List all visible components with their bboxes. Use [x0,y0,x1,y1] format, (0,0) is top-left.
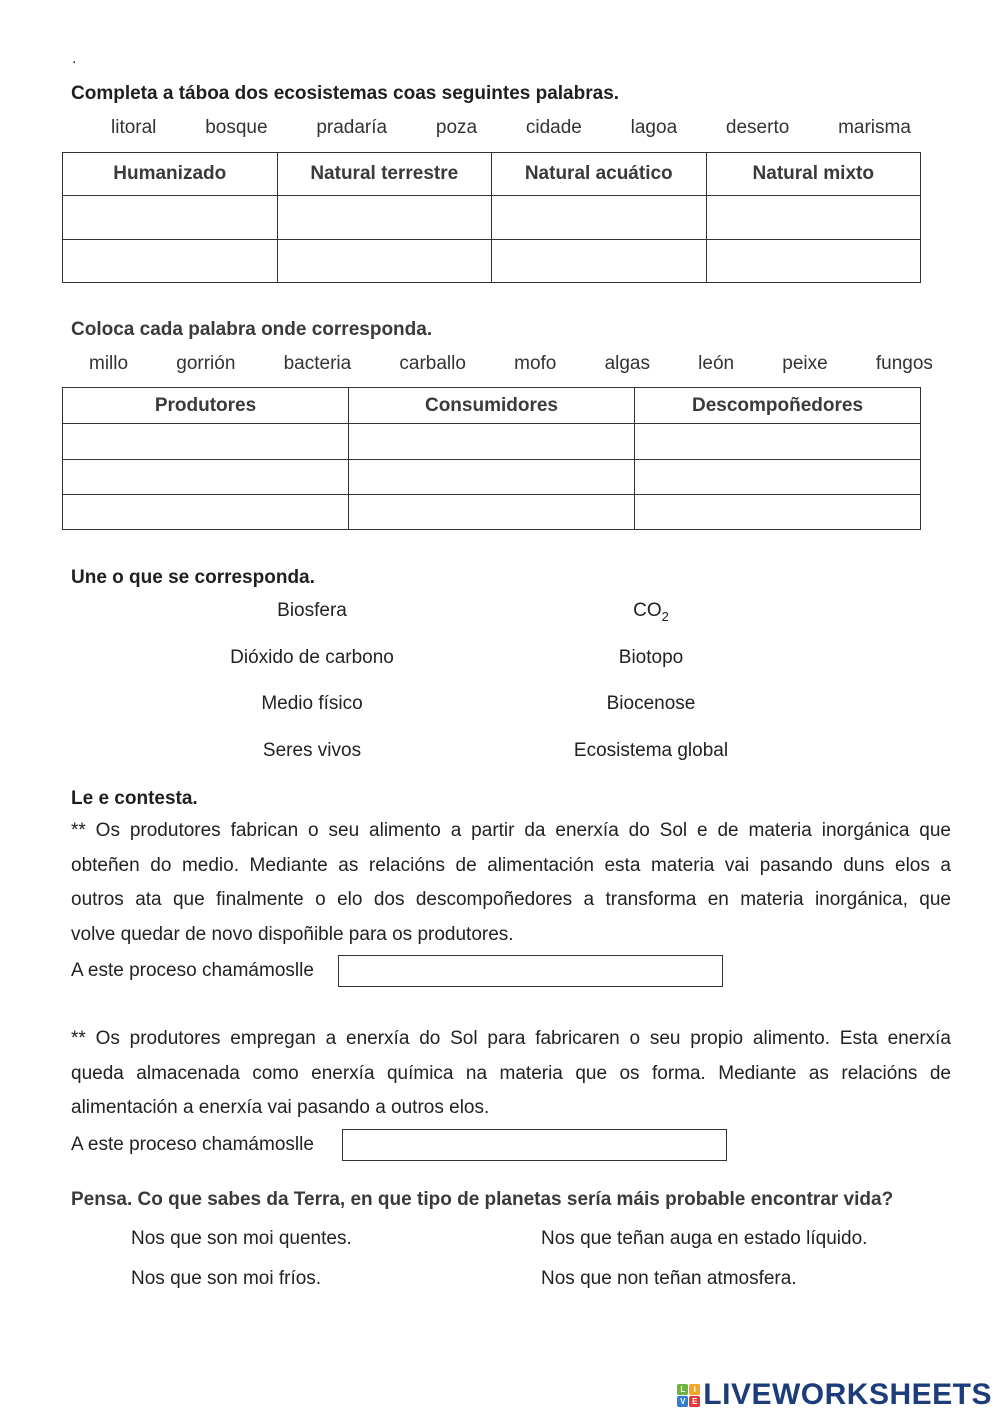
word-bank-item[interactable]: león [698,353,735,374]
page-marker: . [72,50,77,67]
answer1-input[interactable] [338,955,723,987]
answer-cell[interactable] [492,240,707,283]
word-bank-item[interactable]: carballo [399,353,466,374]
section1-heading: Completa a táboa dos ecosistemas coas seguintes palabras. [71,83,620,104]
table-row [63,424,921,460]
column-header-natural-terrestre: Natural terrestre [277,153,492,196]
word-bank-item[interactable]: pradaría [316,117,388,138]
ecosystems-table [62,152,921,283]
column-header-produtores: Produtores [63,388,349,424]
answer-cell[interactable] [63,424,349,460]
answer-cell[interactable] [277,240,492,283]
match-left-item[interactable]: Seres vivos [262,740,362,761]
answer-cell[interactable] [635,424,921,460]
paragraph-nutrient-cycle [71,814,951,952]
word-bank-item[interactable]: cidade [525,117,582,138]
answer-cell[interactable] [63,495,349,530]
table-row [63,495,921,530]
paragraph-line: ** Os produtores fabrican o seu alimento a partir da enerxía do Sol e de materia inorgánica que [71,820,951,841]
paragraph-line: alimentación a enerxía vai pasando a outros elos. [71,1097,490,1118]
match-left-item[interactable]: Dióxido de carbono [230,647,394,668]
answer-cell[interactable] [349,460,635,495]
word-bank-item[interactable]: litoral [111,117,157,138]
section3-heading: Une o que se corresponda. [71,567,315,588]
paragraph-line: queda almacenada como enerxía química na materia que os forma. Mediante as relacións de [71,1062,951,1084]
option-cold-planets[interactable]: Nos que son moi fríos. [131,1268,322,1289]
word-bank-item[interactable]: fungos [875,353,933,374]
word-bank-item[interactable]: lagoa [630,117,678,138]
answer-cell[interactable] [349,495,635,530]
word-bank-item[interactable]: peixe [782,353,828,374]
table-header-row [63,153,921,196]
logo-letter: I [689,1384,700,1395]
section2-heading: Coloca cada palabra onde corresponda. [71,319,433,340]
column-header-natural-acuatico: Natural acuático [492,153,707,196]
option-no-atmosphere[interactable]: Nos que non teñan atmosfera. [541,1268,797,1289]
column-header-consumidores: Consumidores [349,388,635,424]
word-bank-item[interactable]: mofo [514,353,557,374]
paragraph-line: volve quedar de novo dispoñible para os produtores. [71,923,514,945]
word-bank-item[interactable]: millo [89,353,129,374]
column-header-natural-mixto: Natural mixto [706,153,921,196]
answer-cell[interactable] [349,424,635,460]
paragraph-line: obteñen do medio. Mediante as relacións de alimentación esta materia vai pasando duns elos a [71,854,951,876]
answer-cell[interactable] [63,196,278,240]
answer-cell[interactable] [635,495,921,530]
word-bank-item[interactable]: bosque [205,117,268,138]
table-header-row [63,388,921,424]
co2-text: CO [633,600,662,621]
section1-word-bank [111,117,911,139]
answer2-input[interactable] [342,1129,727,1161]
match-right-item[interactable]: Biocenose [606,693,696,714]
answer-cell[interactable] [706,196,921,240]
logo-letter: E [689,1396,700,1407]
column-header-humanizado: Humanizado [63,153,278,196]
match-left-item[interactable]: Medio físico [261,693,363,714]
table-row [63,240,921,283]
co2-subscript: 2 [661,608,669,624]
paragraph-line: outros ata que finalmente o elo dos descompoñedores a transforma en materia inorgánica, que [71,889,951,910]
paragraph-energy-flow [71,1022,951,1126]
answer1-label: A este proceso chamámoslle [71,960,314,981]
word-bank-item[interactable]: marisma [838,117,911,138]
answer-cell[interactable] [706,240,921,283]
word-bank-item[interactable]: gorrión [176,353,236,374]
answer-cell[interactable] [63,460,349,495]
word-bank-item[interactable]: bacteria [283,353,352,374]
word-bank-item[interactable]: algas [604,353,650,374]
match-right-item[interactable] [491,600,811,624]
answer-cell[interactable] [63,240,278,283]
liveworksheets-logo [677,1378,992,1412]
match-right-item[interactable]: Ecosistema global [573,740,729,761]
match-left-item[interactable]: Biosfera [277,600,347,621]
answer2-label: A este proceso chamámoslle [71,1134,314,1155]
answer-cell[interactable] [277,196,492,240]
match-right-item[interactable]: Biotopo [618,647,684,668]
section5-heading: Pensa. Co que sabes da Terra, en que tipo de planetas sería máis probable encontrar vida? [71,1189,894,1210]
word-bank-item[interactable]: deserto [725,117,790,138]
logo-letter: L [677,1384,688,1395]
option-liquid-water[interactable]: Nos que teñan auga en estado líquido. [541,1228,868,1249]
option-hot-planets[interactable]: Nos que son moi quentes. [131,1228,352,1249]
logo-text: LIVEWORKSHEETS [703,1378,992,1411]
logo-icon [677,1384,700,1407]
answer-cell[interactable] [635,460,921,495]
trophic-levels-table [62,387,921,530]
answer-cell[interactable] [492,196,707,240]
column-header-descomponedores: Descompoñedores [635,388,921,424]
section4-heading: Le e contesta. [71,788,198,809]
word-bank-item[interactable]: poza [435,117,478,138]
logo-letter: V [677,1396,688,1407]
section2-word-bank [89,353,933,375]
table-row [63,460,921,495]
table-row [63,196,921,240]
paragraph-line: ** Os produtores empregan a enerxía do Sol para fabricaren o seu propio alimento. Esta enerxía [71,1028,951,1049]
